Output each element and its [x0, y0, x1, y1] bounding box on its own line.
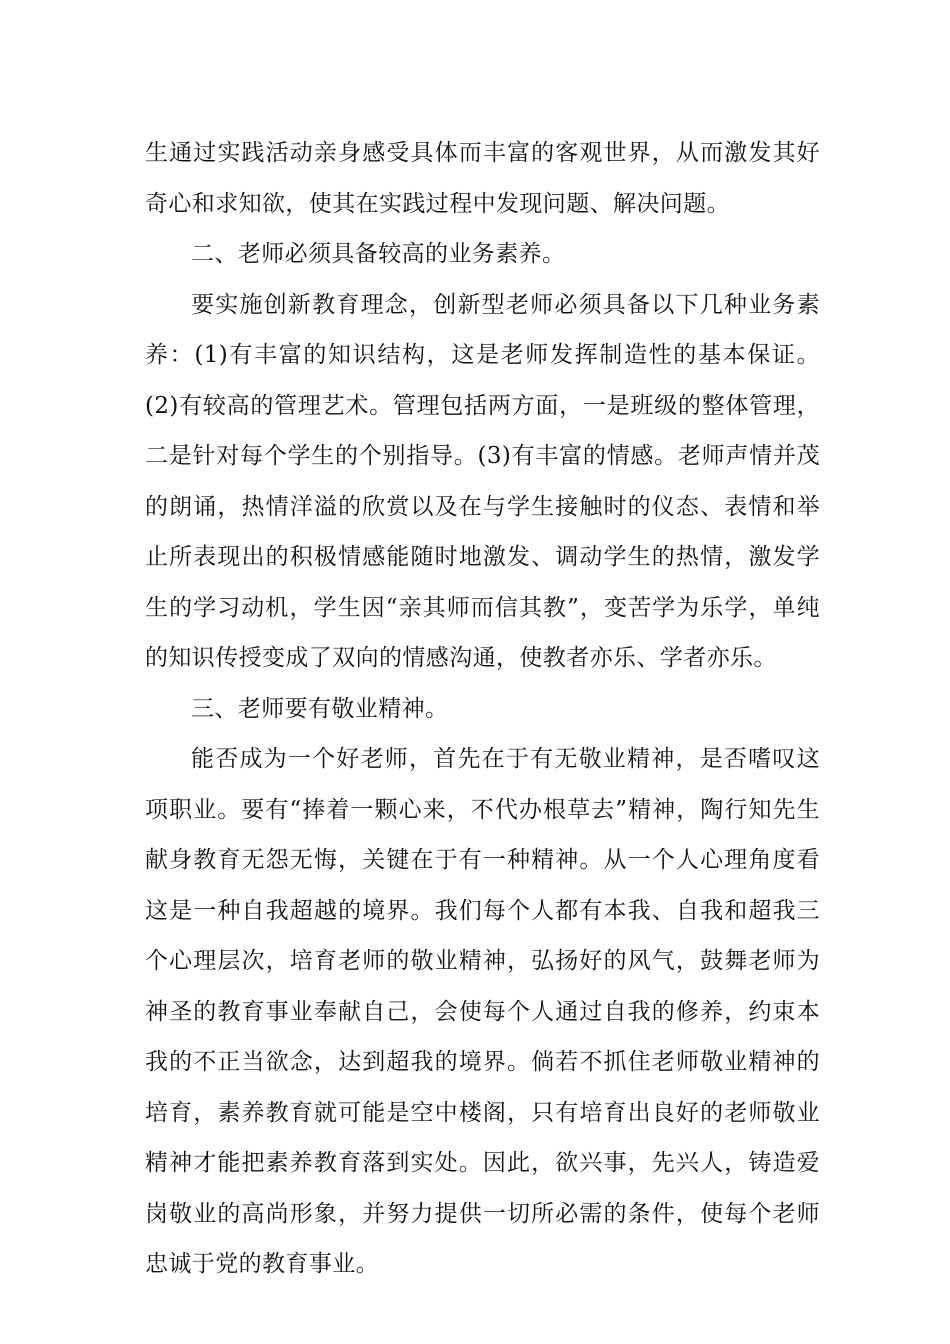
section-heading-3: 三、老师要有敬业精神。	[191, 695, 449, 722]
paragraph-professional-quality: 要实施创新教育理念，创新型老师必须具备以下几种业务素养：(1)有丰富的知识结构，这是老师发挥制造性的基本保证。(2)有较高的管理艺术。管理包括两方面，一是班级的整体管理，二是针对每个学生的个别指导。(3)有丰富的情感。老师声情并茂的朗诵，热情洋溢的欣赏以及在与学生接触时的仪态、表情和举止所表现出的积极情感能随时地激发、调动学生的热情，激发学生的学习动机，学生因“亲其师而信其教”，变苦学为乐学，单纯的知识传授变成了双向的情感沟通，使教者亦乐、学者亦乐。	[145, 291, 820, 671]
paragraph-continuation: 生通过实践活动亲身感受具体而丰富的客观世界，从而激发其好奇心和求知欲，使其在实践过程中发现问题、解决问题。	[145, 140, 820, 217]
section-heading-2: 二、老师必须具备较高的业务素养。	[191, 241, 566, 267]
document-body	[145, 128, 820, 1290]
paragraph-dedication: 能否成为一个好老师，首先在于有无敬业精神，是否嗜叹这项职业。要有“捧着一颗心来，不代办根草去”精神，陶行知先生献身教育无怨无悔，关键在于有一种精神。从一个人心理角度看这是一种自我超越的境界。我们每个人都有本我、自我和超我三个心理层次，培育老师的敬业精神，弘扬好的风气，鼓舞老师为神圣的教育事业奉献自己，会使每个人通过自我的修养，约束本我的不正当欲念，达到超我的境界。倘若不抓住老师敬业精神的培育，素养教育就可能是空中楼阁，只有培育出良好的老师敬业精神才能把素养教育落到实处。因此，欲兴事，先兴人，铸造爱岗敬业的高尚形象，并努力提供一切所必需的条件，使每个老师忠诚于党的教育事业。	[145, 746, 820, 1277]
